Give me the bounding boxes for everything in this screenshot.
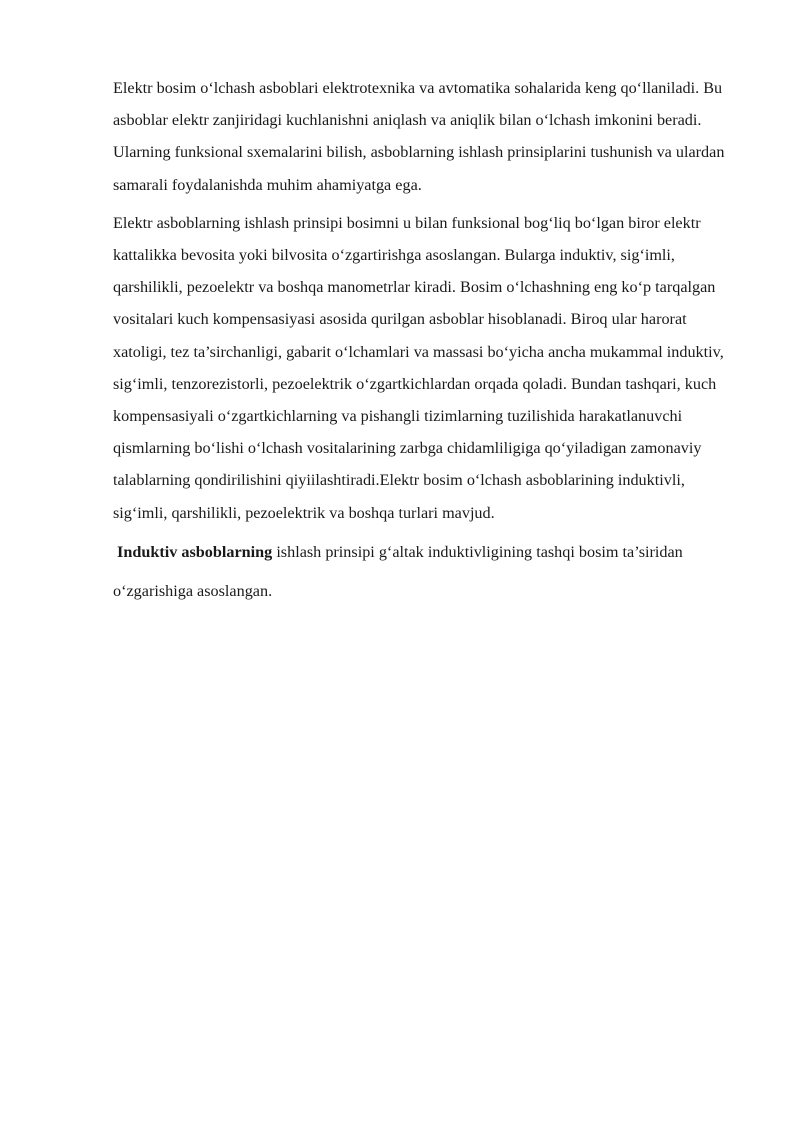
paragraph-inductive-text: ishlash prinsipi g‘altak induktivligining tashqi bosim ta’siridan o‘zgarishiga asoslangan.	[113, 542, 683, 600]
paragraph-principle: Elektr asboblarning ishlash prinsipi bosimni u bilan funksional bog‘liq bo‘lgan biror elektr kattalikka bevosita yoki bilvosita o‘zgartirishga asoslangan. Bularga induktiv, sig‘imli, qarshilikli, pezoelektr va boshqa manometrlar kiradi. Bosim o‘lchashning eng ko‘p tarqalgan vositalari kuch kompensasiyasi asosida qurilgan asboblar hisoblanadi. Biroq ular harorat xatoligi, tez ta’sirchanligi, gabarit o‘lchamlari va massasi bo‘yicha ancha mukammal induktiv, sig‘imli, tenzorezistorli, pezoelektrik o‘zgartkichlardan orqada qoladi. Bundan tashqari, kuch kompensasiyali o‘zgartkichlarning va pishangli tizimlarning tuzilishida harakatlanuvchi qismlarning bo‘lishi o‘lchash vositalarining zarbga chidamliligiga qo‘yiladigan zamonaviy talablarning qondirilishini qiyiilashtiradi.Elektr bosim o‘lchash asboblarining induktivli, sig‘imli, qarshilikli, pezoelektrik va boshqa turlari mavjud.	[113, 213, 724, 522]
paragraph-intro: Elektr bosim o‘lchash asboblari elektrotexnika va avtomatika sohalarida keng qo‘llaniladi. Bu asboblar elektr zanjiridagi kuchlanishni aniqlash va aniqlik bilan o‘lchash imkonini beradi. Ularning funksional sxemalarini bilish, asboblarning ishlash prinsiplarini tushunish va ulardan samarali foydalanishda muhim ahamiyatga ega.	[113, 79, 725, 194]
document-body	[113, 72, 733, 617]
bold-term-inductive: Induktiv asboblarning	[117, 542, 273, 561]
paragraph-inductive	[113, 533, 733, 611]
